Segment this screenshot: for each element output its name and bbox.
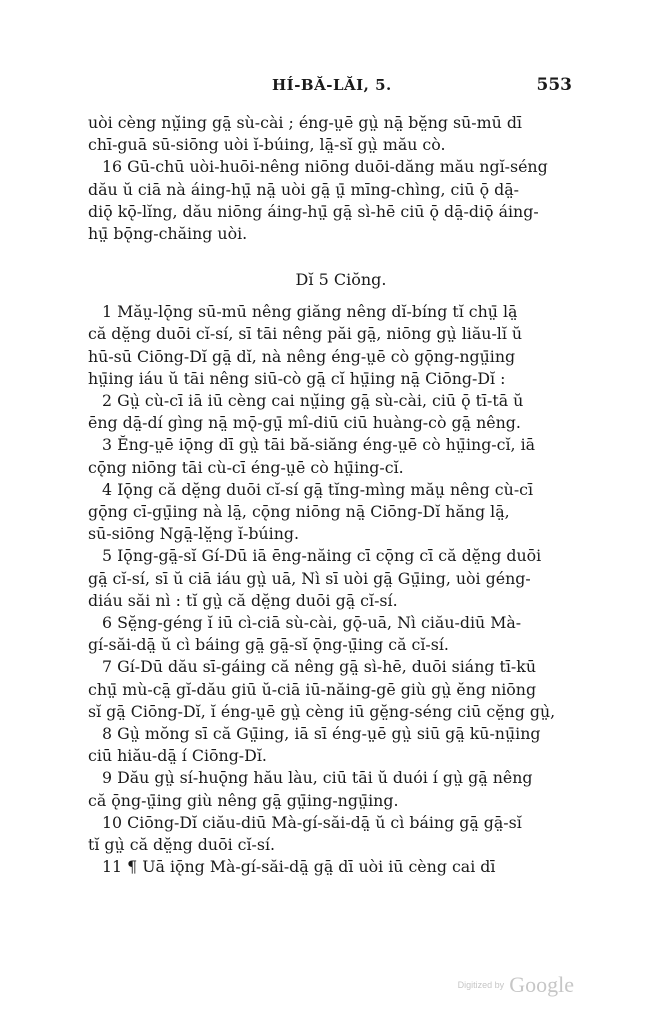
text-line: diǭ kǭ-lĭng, dău niōng áing-hṳ̄ gā̤ sì-hē ciū ǭ dā̤-diǭ áing-	[88, 201, 539, 221]
text-line: că dĕ̤ng duōi cĭ-sí, sī tāi nêng păi gā̤, niōng gṳ̀ liău-lĭ ŭ	[88, 324, 523, 344]
text-line: sū-siōng Ngā̤-lĕ̤ng ĭ-búing.	[88, 524, 300, 544]
digitized-watermark	[458, 972, 574, 998]
text-line: chṳ̄ mù-cā̤ gĭ-dău giū ŭ-ciā iū-năing-gē giù gṳ̀ ĕng niōng	[88, 679, 537, 699]
verse-line: 1 Măṳ-lǭng sū-mū nêng giăng nêng dĭ-bíng tĭ chṳ̄ lā̤	[102, 302, 518, 322]
chapter-heading: Dĭ 5 Ciŏng.	[295, 270, 387, 290]
text-line: dău ŭ ciā nà áing-hṳ̄ nā̤ uòi gā̤ ṳ̄ mīng-chìng, ciū ǭ dā̤-	[88, 179, 520, 199]
verse-line: 3 Ĕng-ṳē iǭng dī gṳ̀ tāi bă-siăng éng-ṳē cò hṳ̄ing-cĭ, iā	[102, 435, 536, 455]
text-line: tĭ gṳ̀ că dĕ̤ng duōi cĭ-sí.	[88, 835, 276, 855]
verse-line: 5 Iǭng-gā̤-sĭ Gí-Dū iā ēng-năing cī cǭng cī că dĕ̤ng duōi	[102, 546, 542, 566]
text-line: hṳ̄ bǭng-chăing uòi.	[88, 224, 248, 244]
watermark-brand: Google	[509, 972, 574, 997]
text-line: sĭ gā̤ Ciōng-Dĭ, ĭ éng-ṳē gṳ̀ cèng iū gĕ̤ng-séng ciū cĕ̤ng gṳ̀,	[88, 701, 556, 721]
text-line: gǭng cī-gṳ̄ing nà lā̤, cǭng niōng nā̤ Ciōng-Dĭ hăng lā̤,	[88, 502, 510, 522]
verse-line: 16 Gū-chū uòi-huōi-nêng niōng duōi-dăng mău ngĭ-séng	[102, 157, 548, 177]
verse-line: 9 Dău gṳ̀ sí-huǭng hău làu, ciū tāi ŭ duói í gṳ̀ gā̤ nêng	[102, 768, 533, 788]
text-line: gí-săi-dā̤ ŭ cì báing gā̤ gā̤-sĭ ǭng-ṳ̄ing că cĭ-sí.	[88, 635, 449, 655]
text-line: ciū hiău-dā̤ í Ciōng-Dĭ.	[88, 746, 267, 766]
running-title: HÍ-BĂ-LĂI, 5.	[272, 76, 392, 94]
verse-line: 6 Sĕ̤ng-géng ĭ iū cì-ciā sù-cài, gǭ-uā, Nì ciău-diū Mà-	[102, 613, 522, 633]
text-line: hṳ̄ing iáu ŭ tāi nêng siū-cò gā̤ cĭ hṳ̄ing nā̤ Ciōng-Dĭ :	[88, 368, 506, 388]
text-line: ēng dā̤-dí gìng nā̤ mǭ-gṳ̄ mî-diū ciū huàng-cò gā̤ nêng.	[88, 413, 521, 433]
watermark-prefix: Digitized by	[457, 980, 505, 990]
verse-line: 7 Gí-Dū dău sī-gáing că nêng gā̤ sì-hē, duōi siáng tī-kū	[102, 657, 537, 677]
verse-line: 10 Ciōng-Dĭ ciău-diū Mà-gí-săi-dā̤ ŭ cì báing gā̤ gā̤-sĭ	[102, 812, 522, 832]
page-number: 553	[536, 75, 572, 95]
verse-line: 2 Gṳ̀ cù-cī iā iū cèng cai nṳ̆ing gā̤ sù-cài, ciū ǭ tī-tā ŭ	[102, 391, 524, 411]
verse-line: 8 Gṳ̀ mŏng sī că Gṳ̄ing, iā sī éng-ṳē gṳ̀ siū gā̤ kū-nṳ̄ing	[102, 724, 541, 744]
text-line: chī-guā sū-siōng uòi ĭ-búing, lā̤-sĭ gṳ̀ mău cò.	[88, 135, 446, 155]
text-line: cǭng niōng tāi cù-cī éng-ṳē cò hṳ̄ing-cĭ.	[88, 457, 404, 477]
page-body	[88, 112, 574, 879]
text-line: diáu săi nì : tĭ gṳ̀ că dĕ̤ng duōi gā̤ cĭ-sí.	[88, 590, 398, 610]
text-line: uòi cèng nṳ̆ing gā̤ sù-cài ; éng-ṳē gṳ̀ nā̤ bĕ̤ng sū-mū dī	[88, 113, 522, 132]
verse-line: 11 ¶ Uā iǭng Mà-gí-săi-dā̤ gā̤ dī uòi iū cèng cai dī	[102, 857, 496, 877]
text-line: că ǭng-ṳ̄ing giù nêng gā̤ gṳ̄ing-ngṳ̄ing.	[88, 790, 399, 810]
page-header	[96, 76, 572, 98]
verse-line: 4 Iǭng că dĕ̤ng duōi cĭ-sí gā̤ tĭng-mìng măṳ nêng cù-cī	[102, 479, 534, 499]
text-line: gā̤ cĭ-sí, sī ŭ ciā iáu gṳ̀ uā, Nì sī uòi gā̤ Gṳ̄ing, uòi géng-	[88, 568, 531, 588]
text-line: hū-sū Ciōng-Dĭ gā̤ dĭ, nà nêng éng-ṳē cò gǭng-ngṳ̄ing	[88, 346, 516, 366]
